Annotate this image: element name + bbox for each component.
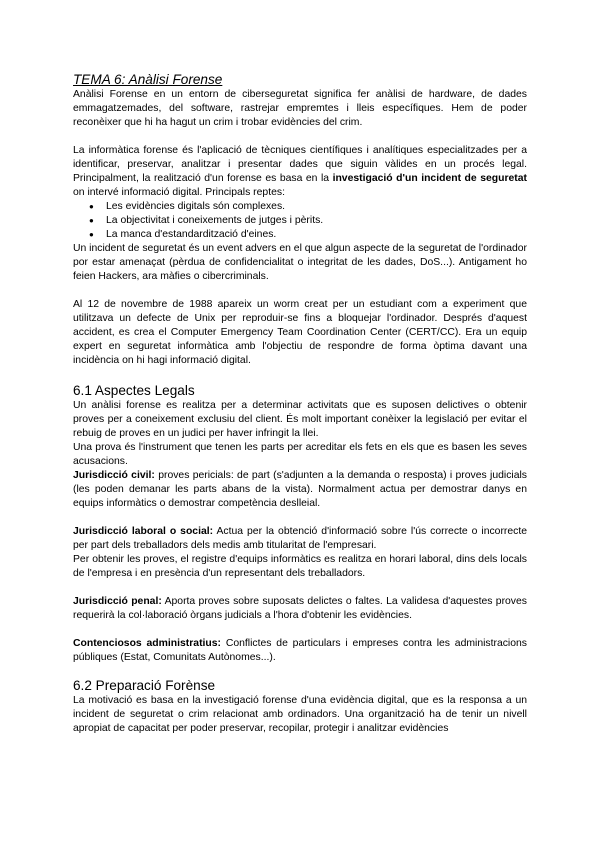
administrative-paragraph: Contenciosos administratius: Conflictes de particulars i empreses contra les administracions públiques (Estat, Comunitats Autònomes...).	[73, 638, 527, 663]
labor-jurisdiction-paragraph: Jurisdicció laboral o social: Actua per la obtenció d'informació sobre l'ús correcte o incorrecte per part dels treballadors dels medis amb titularitat de l'empresari.	[73, 526, 528, 551]
list-item: ● Les evidències digitals són complexes.	[106, 200, 527, 214]
list-item: ● La manca d'estandardització d'eines.	[106, 228, 527, 242]
preparation-paragraph: La motivació es basa en la investigació forense d'una evidència digital, que es la responsa a un incident de seguretat o crim relacionat amb ordinadors. Una organització ha de tenir un nivell apropiat de capacitat per poder preservar, recopilar, protegir i analitzar evidències	[73, 695, 527, 734]
security-incident-emphasis: investigació d'un incident de seguretat	[332, 173, 527, 184]
penal-jurisdiction-label: Jurisdicció penal:	[73, 596, 162, 607]
civil-jurisdiction-paragraph: Jurisdicció civil: proves pericials: de part (s'adjunten a la demanda o resposta) i proves judicials (les poden demanar les parts abans de la vista). Normalment actua per demostrar danys en equips informàtics o demostrar competència deslleial.	[73, 470, 527, 509]
civil-jurisdiction-label: Jurisdicció civil:	[73, 470, 155, 481]
legal-paragraph: Un anàlisi forense es realitza per a determinar activitats que es suposen delictives o obtenir proves per a coneixement exclusiu del client. És molt important conèixer la legislació per evitar el rebuig de proves en un judici per haver infringit la llei.	[73, 400, 527, 439]
labor-evidence-paragraph: Per obtenir les proves, el registre d'equips informàtics es realitza en horari laboral, dins dels locals de l'empresa i en presència d'un representant dels treballadors.	[73, 554, 527, 579]
section-heading-legal: 6.1 Aspectes Legals	[73, 383, 195, 398]
document-body	[73, 71, 527, 736]
forensics-definition-paragraph: La informàtica forense és l'aplicació de tècniques científiques i analítiques especialitzades per a identificar, preservar, analitzar i presentar dades que siguin vàlides en un procés legal. Principalment, la realització d'un forense es basa en la investigació d'un incident de seguretat on intervé informació digital. Principals reptes:	[73, 145, 527, 198]
section-heading-preparation: 6.2 Preparació Forènse	[73, 678, 216, 693]
page-title: TEMA 6: Anàlisi Forense	[73, 72, 223, 87]
penal-jurisdiction-paragraph: Jurisdicció penal: Aporta proves sobre suposats delictes o faltes. La validesa d'aquestes proves requerirà la col·laboració òrgans judicials a l'hora d'obtenir les evidències.	[73, 596, 527, 621]
proof-definition-paragraph: Una prova és l'instrument que tenen les parts per acreditar els fets en els que es basen les seves acusacions.	[73, 442, 527, 467]
security-incident-paragraph: Un incident de seguretat és un event advers en el que algun aspecte de la seguretat de l'ordinador por estar amenaçat (pèrdua de confidencialitat o integritat de les dades, DoS...). Antigament ho feien Hackers, ara màfies o cibercriminals.	[73, 243, 527, 282]
list-item: ● La objectivitat i coneixements de jutges i pèrits.	[106, 214, 527, 228]
challenges-list	[73, 200, 527, 242]
history-paragraph: Al 12 de novembre de 1988 apareix un worm creat per un estudiant com a experiment que utilitzava un defecte de Unix per reproduir-se fins a bloquejar l'ordinador. Després d'aquest accident, es crea el Computer Emergency Team Coordination Center (CERT/CC). Era un equip expert en seguretat informàtica amb l'objectiu de respondre de forma òptima davant una incidència on hi hagi informació digital.	[73, 299, 527, 366]
administrative-label: Contenciosos administratius:	[73, 638, 222, 649]
labor-jurisdiction-label: Jurisdicció laboral o social:	[73, 526, 214, 537]
intro-paragraph: Anàlisi Forense en un entorn de ciberseguretat significa fer anàlisi de hardware, de dades emmagatzemades, del software, rastrejar empremtes i lleis específiques. Hem de poder reconèixer que hi ha hagut un crim i trobar evidències del crim.	[73, 89, 527, 128]
